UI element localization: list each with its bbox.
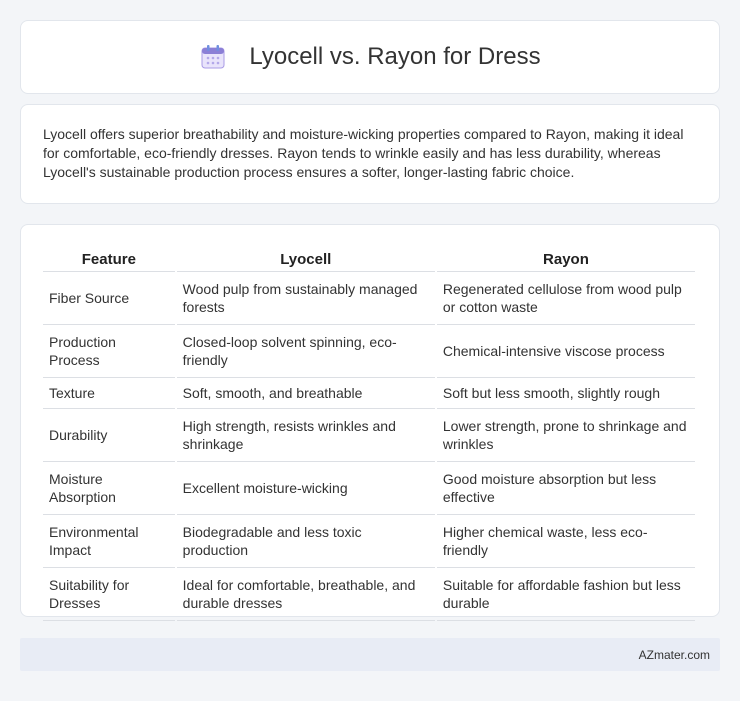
table-row <box>43 514 695 567</box>
summary-text: Lyocell offers superior breathability and moisture-wicking properties compared to Rayon, making it ideal for comfortable, eco-friendly dresses. Rayon tends to wrinkle easily and has less durability, whereas Lyocell's sustainable production process ensures a softer, longer-lasting fabric choice. <box>43 126 684 180</box>
summary-card <box>20 104 720 204</box>
cell-rayon: Chemical-intensive viscose process <box>437 324 695 377</box>
table-row <box>43 567 695 621</box>
footer-brand: AZmater.com <box>638 647 710 662</box>
cell-feature: Production Process <box>43 324 175 377</box>
cell-rayon: Good moisture absorption but less effective <box>437 461 695 514</box>
cell-rayon: Lower strength, prone to shrinkage and wrinkles <box>437 408 695 461</box>
header-feature: Feature <box>81 251 136 268</box>
cell-lyocell: Excellent moisture-wicking <box>177 461 435 514</box>
cell-lyocell: Ideal for comfortable, breathable, and durable dresses <box>177 567 435 621</box>
table-row <box>43 377 695 408</box>
header-rayon: Rayon <box>543 251 589 268</box>
footer <box>20 638 720 671</box>
cell-feature: Suitability for Dresses <box>43 567 175 621</box>
comparison-table <box>41 245 697 621</box>
cell-lyocell: Biodegradable and less toxic production <box>177 514 435 567</box>
cell-lyocell: Closed-loop solvent spinning, eco-friendly <box>177 324 435 377</box>
cell-feature: Fiber Source <box>43 271 175 324</box>
cell-rayon: Regenerated cellulose from wood pulp or cotton waste <box>437 271 695 324</box>
calendar-icon <box>199 43 227 71</box>
cell-rayon: Higher chemical waste, less eco-friendly <box>437 514 695 567</box>
page-title: Lyocell vs. Rayon for Dress <box>249 43 541 70</box>
table-row <box>43 461 695 514</box>
comparison-table-card <box>20 224 720 617</box>
header-lyocell: Lyocell <box>280 251 332 268</box>
cell-lyocell: Wood pulp from sustainably managed forests <box>177 271 435 324</box>
cell-feature: Moisture Absorption <box>43 461 175 514</box>
cell-feature: Durability <box>43 408 175 461</box>
cell-feature: Texture <box>43 377 175 408</box>
title-card <box>20 20 720 94</box>
cell-lyocell: High strength, resists wrinkles and shrinkage <box>177 408 435 461</box>
cell-feature: Environmental Impact <box>43 514 175 567</box>
cell-rayon: Soft but less smooth, slightly rough <box>437 377 695 408</box>
table-row <box>43 408 695 461</box>
table-header-row <box>43 245 695 271</box>
table-row <box>43 271 695 324</box>
table-row <box>43 324 695 377</box>
cell-lyocell: Soft, smooth, and breathable <box>177 377 435 408</box>
cell-rayon: Suitable for affordable fashion but less durable <box>437 567 695 621</box>
